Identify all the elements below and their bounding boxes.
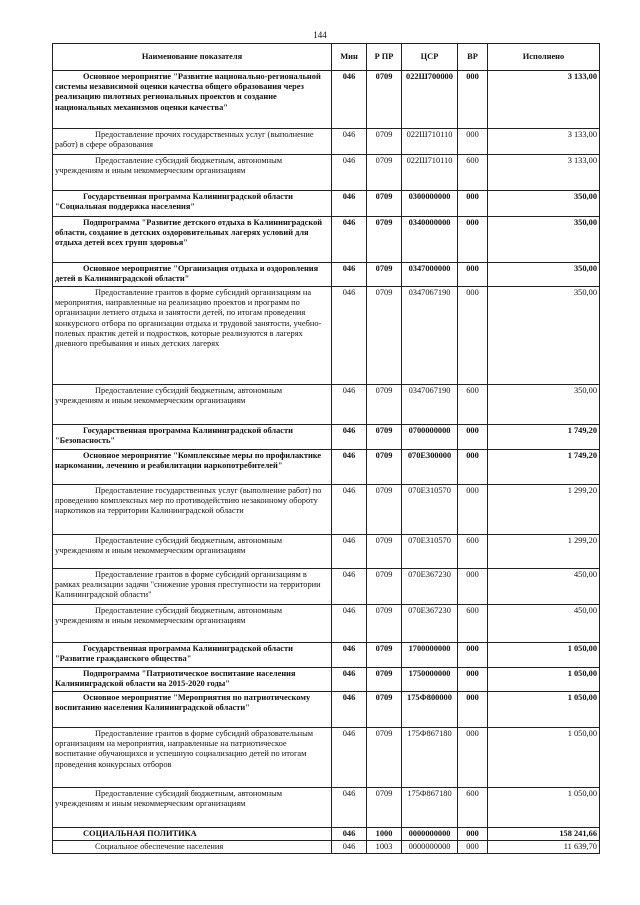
row-csr: 175Ф800000	[402, 692, 458, 728]
row-min: 046	[332, 450, 367, 485]
row-min: 046	[332, 217, 367, 263]
row-rpr: 0709	[367, 535, 402, 569]
header-rpr: Р ПР	[367, 44, 402, 71]
row-name: Предоставление субсидий бюджетным, автономным учреждениям и иным некоммерческим организациям	[53, 385, 332, 425]
row-csr: 022Ш700000	[402, 71, 458, 129]
row-vr: 000	[458, 668, 488, 692]
row-rpr: 0709	[367, 287, 402, 385]
row-rpr: 1003	[367, 841, 402, 854]
row-csr: 0347000000	[402, 263, 458, 287]
row-min: 046	[332, 828, 367, 841]
row-name: Подпрограмма "Развитие детского отдыха в Калининградской области, создание в детских оздоровительных лагерях условий для отдыха детей всех групп здоровья"	[53, 217, 332, 263]
row-vr: 000	[458, 692, 488, 728]
table-row	[53, 191, 600, 217]
row-min: 046	[332, 191, 367, 217]
table-header	[53, 44, 600, 71]
row-rpr: 0709	[367, 485, 402, 535]
row-executed: 350,00	[488, 263, 600, 287]
row-csr: 070Е300000	[402, 450, 458, 485]
table-row	[53, 828, 600, 841]
table-row	[53, 788, 600, 828]
row-vr: 000	[458, 425, 488, 450]
row-executed: 1 050,00	[488, 643, 600, 668]
row-name: Предоставление субсидий бюджетным, автономным учреждениям и иным некоммерческим организациям	[53, 535, 332, 569]
row-vr: 600	[458, 385, 488, 425]
row-rpr: 0709	[367, 450, 402, 485]
row-csr: 070Е367230	[402, 605, 458, 643]
row-min: 046	[332, 668, 367, 692]
row-executed: 3 133,00	[488, 129, 600, 155]
row-rpr: 0709	[367, 668, 402, 692]
row-name: Государственная программа Калининградской области "Безопасность"	[53, 425, 332, 450]
row-csr: 0700000000	[402, 425, 458, 450]
row-executed: 1 050,00	[488, 668, 600, 692]
row-name: Основное мероприятие "Организация отдыха и оздоровления детей в Калининградской области"	[53, 263, 332, 287]
row-rpr: 1000	[367, 828, 402, 841]
row-rpr: 0709	[367, 129, 402, 155]
row-csr: 1700000000	[402, 643, 458, 668]
row-csr: 022Ш710110	[402, 129, 458, 155]
row-rpr: 0709	[367, 71, 402, 129]
row-rpr: 0709	[367, 385, 402, 425]
table-row	[53, 643, 600, 668]
row-rpr: 0709	[367, 425, 402, 450]
row-name: Подпрограмма "Патриотическое воспитание населения Калининградской области на 2015-2020 годы"	[53, 668, 332, 692]
row-csr: 0000000000	[402, 828, 458, 841]
row-min: 046	[332, 605, 367, 643]
row-executed: 3 133,00	[488, 155, 600, 191]
row-rpr: 0709	[367, 191, 402, 217]
row-executed: 1 749,20	[488, 425, 600, 450]
row-vr: 000	[458, 129, 488, 155]
row-rpr: 0709	[367, 155, 402, 191]
row-name: Предоставление грантов в форме субсидий организациям в рамках реализации задачи "снижение уровня преступности на территории Калининградской области"	[53, 569, 332, 605]
row-csr: 0000000000	[402, 841, 458, 854]
row-executed: 1 749,20	[488, 450, 600, 485]
row-name: Предоставление государственных услуг (выполнение работ) по проведению комплексных мер по противодействию незаконному обороту наркотиков на территории Калининградской области	[53, 485, 332, 535]
table-row	[53, 668, 600, 692]
row-csr: 070Е367230	[402, 569, 458, 605]
row-name: Предоставление субсидий бюджетным, автономным учреждениям и иным некоммерческим организациям	[53, 605, 332, 643]
page-number: 144	[313, 30, 327, 40]
budget-table	[52, 43, 600, 854]
row-vr: 000	[458, 828, 488, 841]
row-min: 046	[332, 535, 367, 569]
row-rpr: 0709	[367, 643, 402, 668]
row-csr: 070Е310570	[402, 535, 458, 569]
row-vr: 000	[458, 287, 488, 385]
table-row	[53, 287, 600, 385]
row-csr: 070Е310570	[402, 485, 458, 535]
row-csr: 175Ф867180	[402, 788, 458, 828]
row-name: СОЦИАЛЬНАЯ ПОЛИТИКА	[53, 828, 332, 841]
row-name: Предоставление субсидий бюджетным, автономным учреждениям и иным некоммерческим организациям	[53, 788, 332, 828]
row-min: 046	[332, 569, 367, 605]
table-row	[53, 450, 600, 485]
table-row	[53, 425, 600, 450]
row-rpr: 0709	[367, 605, 402, 643]
row-vr: 600	[458, 788, 488, 828]
row-rpr: 0709	[367, 728, 402, 788]
row-vr: 000	[458, 191, 488, 217]
header-min: Мин	[332, 44, 367, 71]
row-executed: 350,00	[488, 217, 600, 263]
row-vr: 000	[458, 569, 488, 605]
row-executed: 450,00	[488, 605, 600, 643]
row-csr: 022Ш710110	[402, 155, 458, 191]
row-name: Предоставление грантов в форме субсидий образовательным организациям на мероприятия, направленные на патриотическое воспитание обучающихся и успешную социализацию детей по итогам проведения конкурсных отборов	[53, 728, 332, 788]
header-executed: Исполнено	[488, 44, 600, 71]
row-csr: 1750000000	[402, 668, 458, 692]
row-min: 046	[332, 841, 367, 854]
header-name: Наименование показателя	[53, 44, 332, 71]
row-min: 046	[332, 643, 367, 668]
row-rpr: 0709	[367, 569, 402, 605]
row-min: 046	[332, 728, 367, 788]
row-min: 046	[332, 263, 367, 287]
row-min: 046	[332, 485, 367, 535]
row-executed: 158 241,66	[488, 828, 600, 841]
table-row	[53, 605, 600, 643]
row-name: Основное мероприятие "Комплексные меры по профилактике наркомании, лечению и реабилитации наркопотребителей"	[53, 450, 332, 485]
table-row	[53, 728, 600, 788]
row-name: Основное мероприятие "Развитие национально-региональной системы независимой оценки качества общего образования через реализацию пилотных региональных проектов и создание национальных механизмов оценки качества"	[53, 71, 332, 129]
table-row	[53, 129, 600, 155]
row-min: 046	[332, 71, 367, 129]
row-vr: 000	[458, 263, 488, 287]
row-executed: 1 050,00	[488, 728, 600, 788]
row-csr: 0347067190	[402, 385, 458, 425]
row-min: 046	[332, 385, 367, 425]
row-vr: 000	[458, 841, 488, 854]
row-name: Государственная программа Калининградской области "Социальная поддержка населения"	[53, 191, 332, 217]
row-min: 046	[332, 155, 367, 191]
row-min: 046	[332, 129, 367, 155]
row-vr: 000	[458, 643, 488, 668]
row-name: Государственная программа Калининградской области "Развитие гражданского общества"	[53, 643, 332, 668]
row-name: Предоставление прочих государственных услуг (выполнение работ) в сфере образования	[53, 129, 332, 155]
row-executed: 350,00	[488, 385, 600, 425]
row-name: Социальное обеспечение населения	[53, 841, 332, 854]
row-name: Основное мероприятие "Мероприятия по патриотическому воспитанию населения Калининградской области"	[53, 692, 332, 728]
row-rpr: 0709	[367, 692, 402, 728]
table-row	[53, 385, 600, 425]
row-executed: 350,00	[488, 191, 600, 217]
row-executed: 1 299,20	[488, 485, 600, 535]
row-csr: 0340000000	[402, 217, 458, 263]
row-csr: 0347067190	[402, 287, 458, 385]
row-vr: 600	[458, 535, 488, 569]
table-row	[53, 841, 600, 854]
table-row	[53, 535, 600, 569]
header-vr: ВР	[458, 44, 488, 71]
row-rpr: 0709	[367, 263, 402, 287]
row-vr: 600	[458, 155, 488, 191]
row-vr: 600	[458, 605, 488, 643]
row-csr: 175Ф867180	[402, 728, 458, 788]
row-executed: 450,00	[488, 569, 600, 605]
row-vr: 000	[458, 728, 488, 788]
table-row	[53, 155, 600, 191]
row-name: Предоставление субсидий бюджетным, автономным учреждениям и иным некоммерческим организациям	[53, 155, 332, 191]
header-csr: ЦСР	[402, 44, 458, 71]
row-executed: 3 133,00	[488, 71, 600, 129]
row-executed: 1 050,00	[488, 788, 600, 828]
table-row	[53, 217, 600, 263]
row-executed: 350,00	[488, 287, 600, 385]
row-min: 046	[332, 692, 367, 728]
row-vr: 000	[458, 485, 488, 535]
row-executed: 11 639,70	[488, 841, 600, 854]
table-row	[53, 569, 600, 605]
table-row	[53, 692, 600, 728]
row-csr: 0300000000	[402, 191, 458, 217]
row-vr: 000	[458, 71, 488, 129]
row-executed: 1 299,20	[488, 535, 600, 569]
table-row	[53, 263, 600, 287]
row-vr: 000	[458, 450, 488, 485]
row-min: 046	[332, 287, 367, 385]
row-executed: 1 050,00	[488, 692, 600, 728]
table-row	[53, 485, 600, 535]
row-rpr: 0709	[367, 788, 402, 828]
row-min: 046	[332, 425, 367, 450]
row-vr: 000	[458, 217, 488, 263]
row-rpr: 0709	[367, 217, 402, 263]
row-min: 046	[332, 788, 367, 828]
row-name: Предоставление грантов в форме субсидий организациям на мероприятия, направленные на реализацию проектов и программ по организации летнего отдыха и занятости детей, по итогам проведения конкурсного отбора по организации отдыха и трудовой занятости, учебно-полевых практик детей и подростков, которые реализуются в лагерях дневного пребывания и иных детских лагерях	[53, 287, 332, 385]
table-row	[53, 71, 600, 129]
